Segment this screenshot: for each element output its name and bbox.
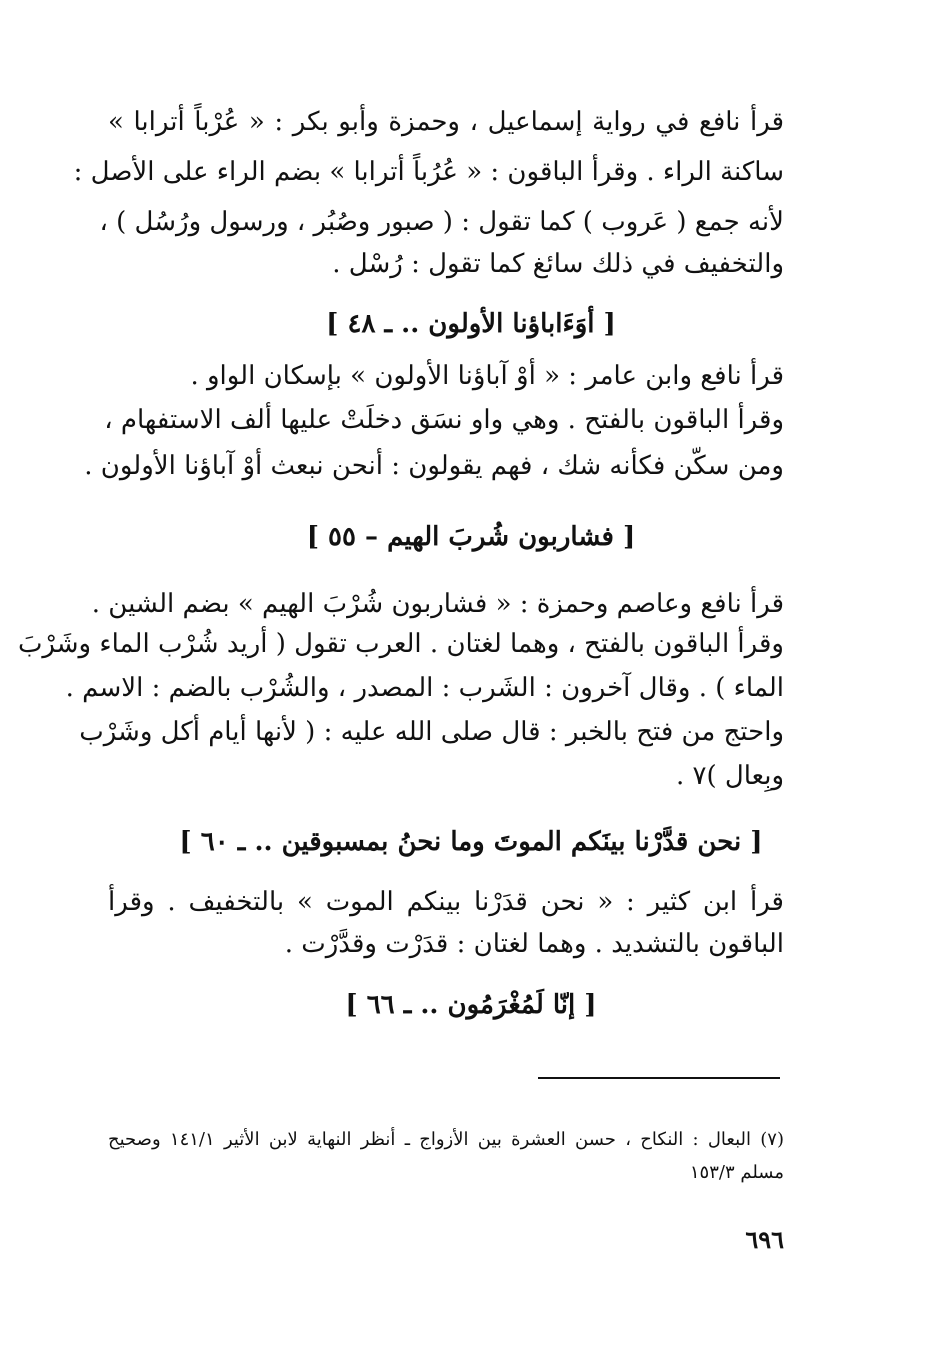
paragraph-4-line-2: الباقون بالتشديد . وهما لغتان : قدَرْت وقدَّرْت . xyxy=(284,929,784,959)
section-heading-60: [ نحن قدَّرْنا بينَكم الموتَ وما نحنُ بمسبوقين .. ـ ٦٠ ] xyxy=(179,827,763,857)
paragraph-3-line-4: واحتج من فتح بالخبر : قال صلى الله عليه : ( لأنها أيام أكل وشَرْب xyxy=(79,717,784,747)
footnote-separator xyxy=(538,1077,780,1079)
paragraph-1-line-2: ساكنة الراء . وقرأ الباقون : « عُرُباً أترابا » بضم الراء على الأصل : xyxy=(73,157,784,187)
footnote-line-2: مسلم ١٥٣/٣ xyxy=(689,1162,784,1183)
paragraph-1-line-4: والتخفيف في ذلك سائغ كما تقول : رُسْل . xyxy=(332,249,784,279)
section-heading-48: [ أوَءَاباؤنا الأولون .. ـ ٤٨ ] xyxy=(326,309,616,339)
paragraph-3-line-5: وبِعال )٧ . xyxy=(675,761,784,791)
paragraph-3-line-3: الماء ) . وقال آخرون : الشَرب : المصدر ، والشُرْب بالضم : الاسم . xyxy=(65,673,784,703)
paragraph-2-line-1: قرأ نافع وابن عامر : « أوْ آباؤنا الأولون » بإسكان الواو . xyxy=(190,361,784,391)
footnote-line-1: (٧) البعال : النكاح ، حسن العشرة بين الأزواج ـ أنظر النهاية لابن الأثير ١٤١/١ وصحيح xyxy=(108,1129,784,1150)
section-heading-66: [ إنّا لَمُغْرَمُون .. ـ ٦٦ ] xyxy=(345,990,597,1020)
paragraph-2-line-3: ومن سكّن فكأنه شك ، فهم يقولون : أنحن نبعث أوْ آباؤنا الأولون . xyxy=(84,451,784,481)
paragraph-1-line-3: لأنه جمع ( عَروب ) كما تقول : ( صبور وصُبُر ، ورسول ورُسُل ) ، xyxy=(99,207,784,237)
paragraph-3-line-2: وقرأ الباقون بالفتح ، وهما لغتان . العرب تقول ( أريد شُرْب الماء وشَرْبَ xyxy=(17,629,784,659)
section-heading-55: [ فشاربون شُربَ الهيم – ٥٥ ] xyxy=(306,522,636,552)
page-number: ٦٩٦ xyxy=(745,1225,784,1254)
paragraph-3-line-1: قرأ نافع وعاصم وحمزة : « فشاربون شُرْبَ الهيم » بضم الشين . xyxy=(91,589,784,619)
paragraph-2-line-2: وقرأ الباقون بالفتح . وهي واو نسَق دخلَتْ عليها ألف الاستفهام ، xyxy=(104,405,784,435)
paragraph-1-line-1: قرأ نافع في رواية إسماعيل ، وحمزة وأبو بكر : « عُرْباً أترابا » xyxy=(108,107,784,137)
paragraph-4-line-1: قرأ ابن كثير : « نحن قدَرْنا بينكم الموت » بالتخفيف . وقرأ xyxy=(108,887,784,917)
